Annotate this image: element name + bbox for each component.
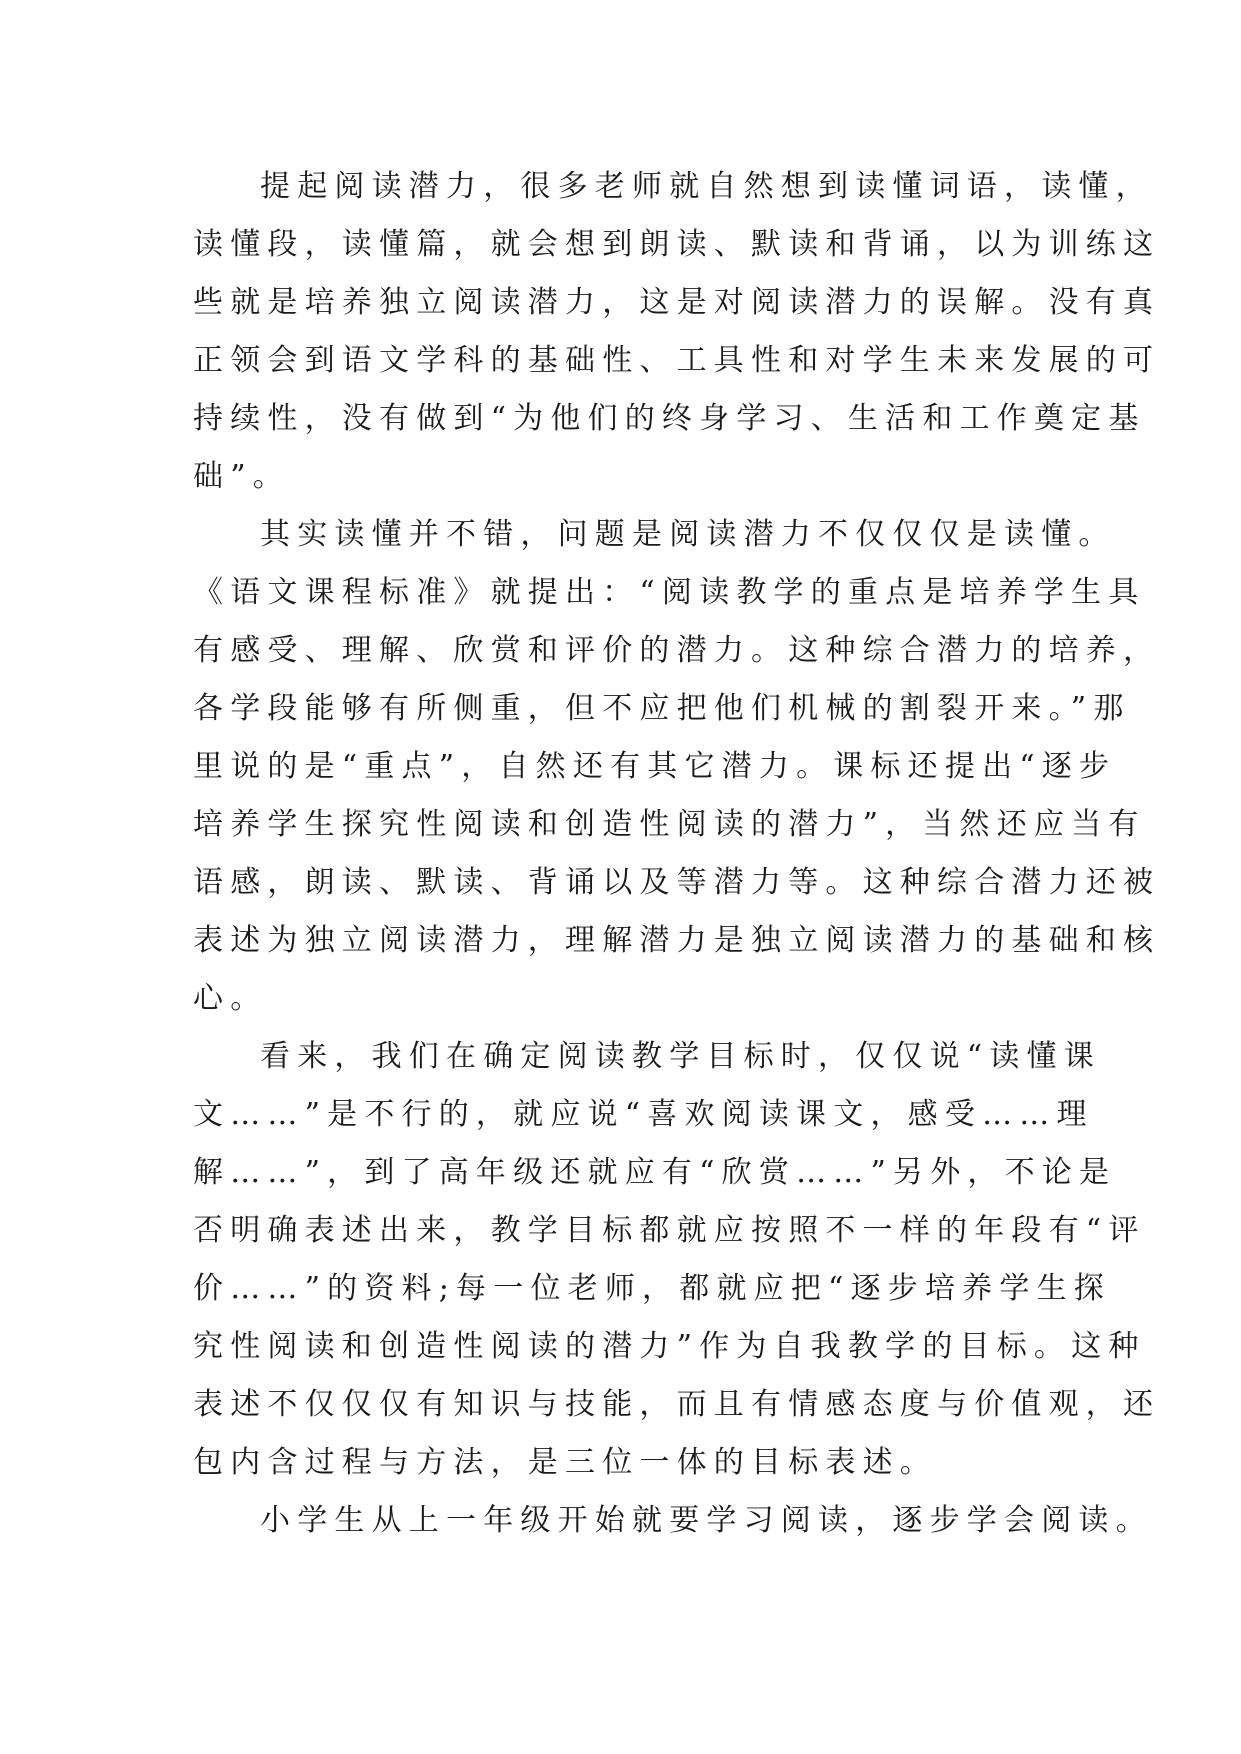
text-line: 包内含过程与方法，是三位一体的目标表述。 [193, 1445, 937, 1480]
text-line: 表述不仅仅仅有知识与技能，而且有情感态度与价值观，还 [193, 1387, 1161, 1422]
text-line: 《语文课程标准》就提出：“阅读教学的重点是培养学生具 [193, 575, 1146, 610]
text-line: 里说的是“重点”，自然还有其它潜力。课标还提出“逐步 [193, 749, 1117, 784]
text-line: 正领会到语文学科的基础性、工具性和对学生未来发展的可 [193, 343, 1161, 378]
text-line: 语感，朗读、默读、背诵以及等潜力等。这种综合潜力还被 [193, 865, 1161, 900]
text-line: 读懂段，读懂篇，就会想到朗读、默读和背诵，以为训练这 [193, 227, 1161, 262]
text-line: 小学生从上一年级开始就要学习阅读，逐步学会阅读。 [260, 1503, 1153, 1538]
text-line: 否明确表述出来，教学目标都就应按照不一样的年段有“评 [193, 1213, 1146, 1248]
text-line: 各学段能够有所侧重，但不应把他们机械的割裂开来。”那 [193, 691, 1131, 726]
text-line: 持续性，没有做到“为他们的终身学习、生活和工作奠定基 [193, 401, 1146, 436]
text-line: 提起阅读潜力，很多老师就自然想到读懂词语，读懂， [260, 169, 1153, 204]
text-line: 础”。 [193, 459, 290, 494]
text-line: 些就是培养独立阅读潜力，这是对阅读潜力的误解。没有真 [193, 285, 1161, 320]
text-line: 有感受、理解、欣赏和评价的潜力。这种综合潜力的培养， [193, 633, 1161, 668]
text-line: 解……”，到了高年级还就应有“欣赏……”另外，不论是 [193, 1155, 1117, 1190]
text-line: 价……”的资料;每一位老师，都就应把“逐步培养学生探 [193, 1271, 1111, 1306]
text-line: 心。 [193, 981, 268, 1016]
text-line: 文……”是不行的，就应说“喜欢阅读课文，感受……理 [193, 1097, 1094, 1132]
text-line: 究性阅读和创造性阅读的潜力”作为自我教学的目标。这种 [193, 1329, 1146, 1364]
text-line: 表述为独立阅读潜力，理解潜力是独立阅读潜力的基础和核 [193, 923, 1161, 958]
text-line: 其实读懂并不错，问题是阅读潜力不仅仅仅是读懂。 [260, 517, 1116, 552]
text-line: 培养学生探究性阅读和创造性阅读的潜力”，当然还应当有 [193, 807, 1146, 842]
text-line: 看来，我们在确定阅读教学目标时，仅仅说“读懂课 [260, 1039, 1101, 1074]
